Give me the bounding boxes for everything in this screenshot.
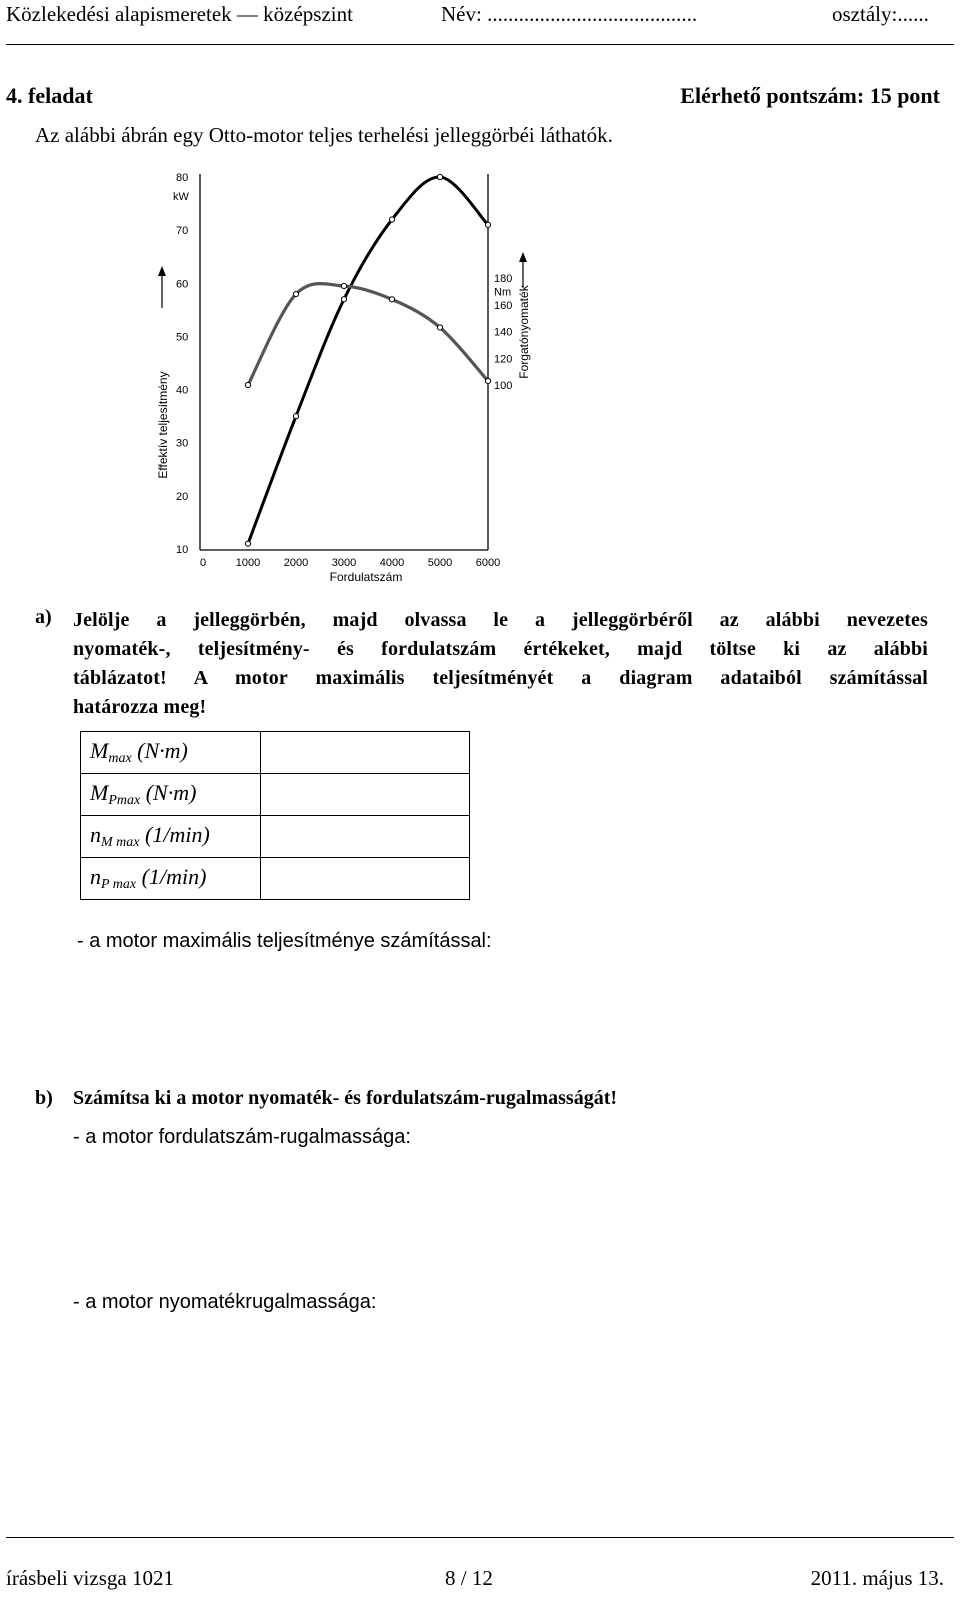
power-point [293,414,298,419]
left-tick-label: 20 [176,490,189,503]
question-a-line-1: Jelölje a jelleggörbén, majd olvassa le a jelleggörbéről az alábbi nevezetes [73,609,928,631]
right-tick-label: 120 [494,353,513,366]
torque-curve [248,284,488,385]
table-row [81,858,470,900]
left-axis-ticks [173,172,190,556]
row-label-n-mmax: $n_{M max}$ (1/min) [81,816,261,858]
speed-elasticity-prompt: - a motor fordulatszám-rugalmassága: [73,1126,411,1148]
table-row [81,816,470,858]
task-points: Elérhető pontszám: 15 pont [680,83,940,108]
footer-exam: írásbeli vizsga 1021 [6,1566,174,1590]
x-tick-label: 5000 [427,557,453,569]
x-tick-label: 0 [200,557,207,569]
task-number: 4. feladat [6,83,93,108]
left-tick-label: 40 [176,384,189,397]
torque-point [341,283,346,288]
engine-characteristic-chart [0,160,960,600]
left-arrow-head [158,266,166,276]
footer-page: 8 / 12 [445,1566,493,1590]
power-point [389,217,394,222]
torque-elasticity-prompt: - a motor nyomatékrugalmassága: [73,1291,377,1313]
left-tick-label: 30 [176,437,189,450]
header-class-field: osztály:...... [832,2,929,26]
calc-prompt: - a motor maximális teljesítménye számítással: [77,930,492,952]
x-axis-ticks [200,557,500,569]
row-label-m-pmax: $M_{Pmax}$ (N·m) [81,774,261,816]
chart-series [245,174,490,546]
right-tick-label: 100 [494,380,513,392]
footer-rule [6,1537,954,1538]
footer-date: 2011. május 13. [810,1566,944,1590]
header-name-field: Név: ........................................ [441,2,698,26]
value-cell-n-mmax[interactable] [261,816,470,858]
question-a-line-4: határozza meg! [73,696,207,718]
x-tick-label: 1000 [235,557,261,569]
left-unit-label: kW [173,191,189,203]
torque-point [245,382,250,387]
right-unit-label: Nm [494,286,512,299]
power-point [245,541,250,546]
left-tick-label: 10 [176,544,189,556]
x-axis-title: Fordulatszám [329,570,403,584]
row-label-n-pmax: $n_{P max}$ (1/min) [81,858,261,900]
row-label-m-max: $M_{max}$ (N·m) [81,732,261,774]
question-a-line-2: nyomaték-, teljesítmény- és fordulatszám értékeket, majd töltse ki az alábbi [73,638,928,660]
header-rule [6,44,954,45]
value-cell-m-pmax[interactable] [261,774,470,816]
right-tick-label: 160 [494,299,513,312]
value-cell-n-pmax[interactable] [261,858,470,900]
torque-point [389,297,394,302]
torque-point [293,291,298,296]
task-intro: Az alábbi ábrán egy Otto-motor teljes terhelési jelleggörbéi láthatók. [35,123,613,147]
left-tick-label: 70 [176,225,189,238]
values-table [80,731,470,900]
power-point [341,297,346,302]
right-axis-ticks [494,273,512,392]
value-cell-m-max[interactable] [261,732,470,774]
torque-point [437,325,442,330]
right-axis-title: Forgatónyomaték [517,285,531,379]
table-row [81,774,470,816]
question-a-marker: a) [35,606,52,628]
left-tick-label: 60 [176,278,189,291]
torque-point [485,378,490,383]
left-axis-title: Effektív teljesítmény [156,371,170,479]
left-tick-label: 50 [176,331,189,344]
question-a-text [73,606,928,722]
chart-frame [200,174,488,550]
power-curve [248,177,488,544]
power-point [485,222,490,227]
right-tick-label: 180 [494,273,513,285]
x-tick-label: 6000 [475,557,501,569]
header-subject: Közlekedési alapismeretek — középszint [6,2,353,26]
left-tick-label: 80 [176,172,189,184]
question-a-line-3: táblázatot! A motor maximális teljesítményét a diagram adataiból számítással [73,667,928,689]
x-tick-label: 2000 [283,557,309,569]
question-b-text: Számítsa ki a motor nyomaték- és fordulatszám-rugalmasságát! [73,1087,618,1109]
right-tick-label: 140 [494,326,513,339]
right-arrow-head [519,252,527,262]
table-row [81,732,470,774]
x-tick-label: 3000 [331,557,357,569]
question-b-marker: b) [35,1087,53,1109]
power-point [437,174,442,179]
x-tick-label: 4000 [379,557,405,569]
